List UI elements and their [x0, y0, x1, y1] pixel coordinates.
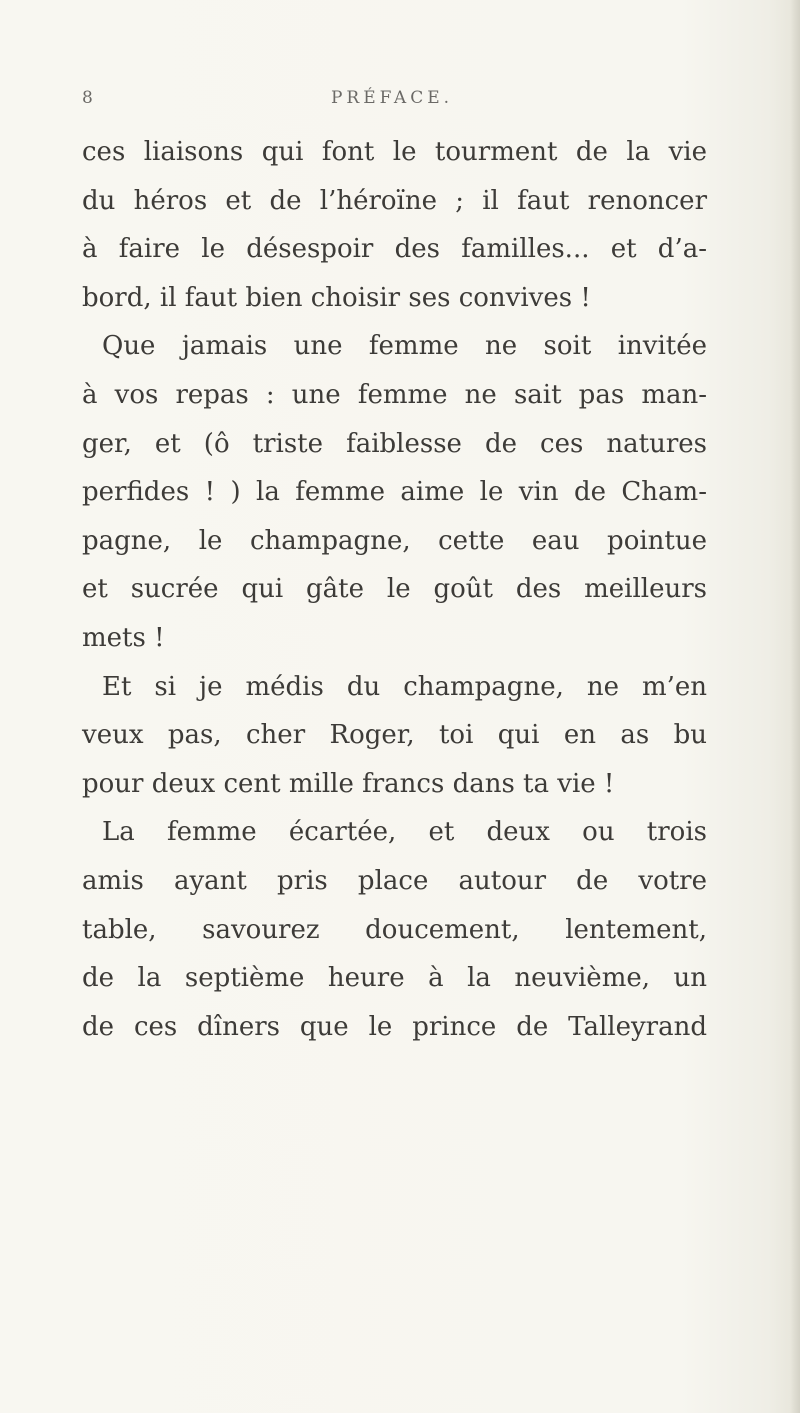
text-line: ces liaisons qui font le tourment de la vie	[82, 137, 707, 167]
text-line: Et si je médis du champagne, ne m’en	[102, 671, 707, 702]
text-line: à faire le désespoir des familles... et d’a-	[82, 234, 707, 265]
text-line: pagne, le champagne, cette eau pointue	[82, 525, 707, 556]
text-line: à vos repas : une femme ne sait pas man-	[82, 379, 707, 410]
text-line: du héros et de l’héroïne ; il faut renoncer	[82, 185, 707, 216]
text-line: pour deux cent mille francs dans ta vie !	[82, 768, 615, 799]
text-line: ger, et (ô triste faiblesse de ces natures	[82, 428, 707, 459]
text-line: Que jamais une femme ne soit invitée	[102, 331, 707, 362]
text-line: de la septième heure à la neuvième, un	[82, 963, 707, 994]
text-line: mets !	[82, 622, 165, 653]
body-text	[82, 128, 707, 1051]
page-header	[82, 88, 702, 116]
text-line: veux pas, cher Roger, toi qui en as bu	[82, 720, 707, 751]
page-edge-shadow	[790, 0, 800, 1413]
text-line: amis ayant pris place autour de votre	[82, 865, 707, 896]
text-line: de ces dîners que le prince de Talleyrand	[82, 1011, 707, 1042]
running-title: PRÉFACE.	[330, 88, 454, 108]
text-line: La femme écartée, et deux ou trois	[102, 817, 707, 848]
text-line: perfides ! ) la femme aime le vin de Cham-	[82, 477, 707, 508]
text-line: table, savourez doucement, lentement,	[82, 914, 707, 945]
page-number: 8	[82, 88, 93, 108]
text-line: et sucrée qui gâte le goût des meilleurs	[82, 574, 707, 605]
text-line: bord, il faut bien choisir ses convives !	[82, 282, 591, 313]
